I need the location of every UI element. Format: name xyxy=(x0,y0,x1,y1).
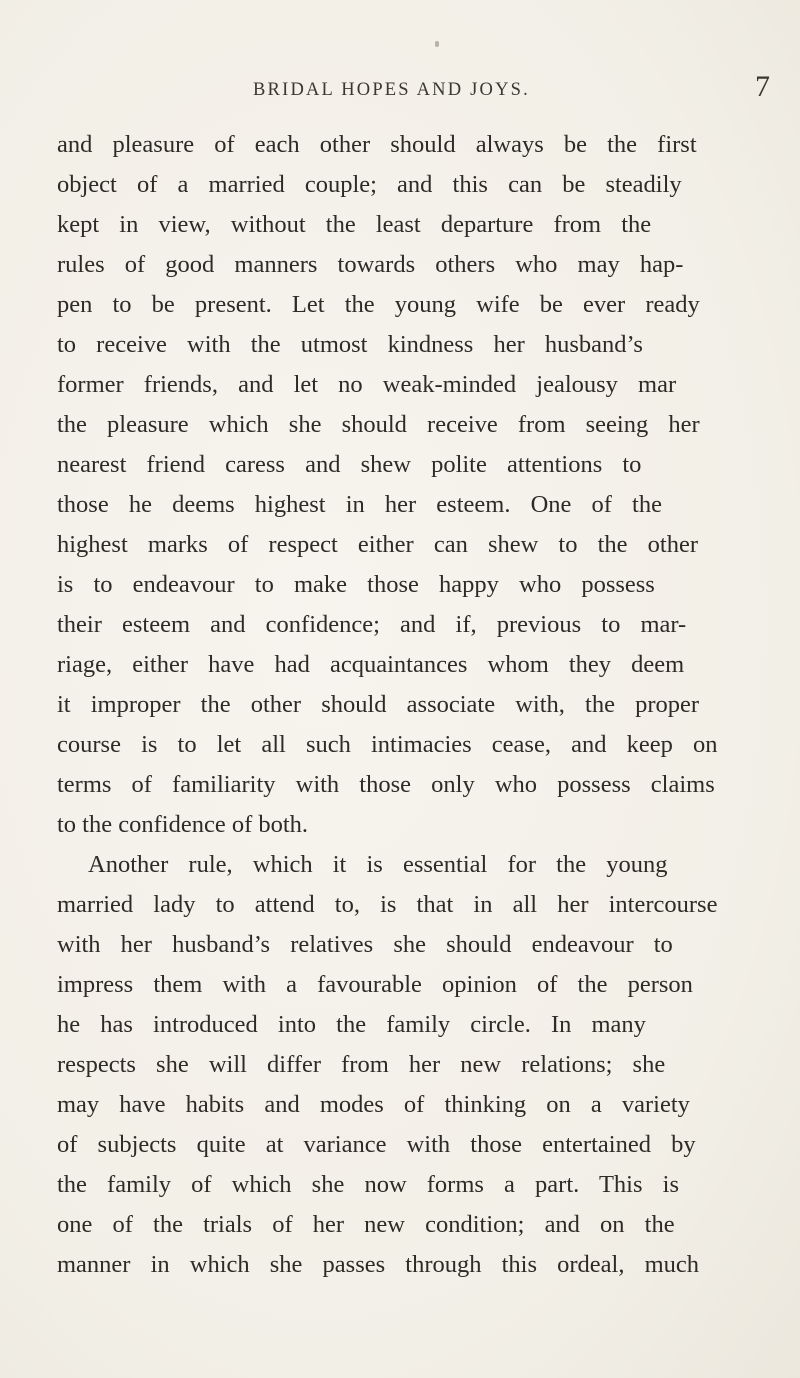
text-line: to receive with the utmost kindness her husband’s xyxy=(57,331,643,358)
text-line: and pleasure of each other should always be the first xyxy=(57,131,697,158)
text-line: object of a married couple; and this can be steadily xyxy=(57,171,682,198)
text-line: it improper the other should associate with, the proper xyxy=(57,691,700,718)
text-line: the family of which she now forms a part. This is xyxy=(57,1171,679,1198)
text-line: riage, either have had acquaintances whom they deem xyxy=(57,651,685,678)
text-line: respects she will differ from her new relations; she xyxy=(57,1051,666,1078)
text-line: course is to let all such intimacies cease, and keep on xyxy=(57,731,718,758)
text-line: manner in which she passes through this ordeal, much xyxy=(57,1251,700,1278)
text-line: to the confidence of both. xyxy=(57,811,309,838)
text-line: impress them with a favourable opinion of the person xyxy=(57,971,693,998)
running-head: BRIDAL HOPES AND JOYS. xyxy=(253,80,530,100)
text-line: may have habits and modes of thinking on a variety xyxy=(57,1091,690,1118)
text-line: highest marks of respect either can shew to the other xyxy=(57,531,699,558)
page-number: 7 xyxy=(755,70,770,103)
text-line: nearest friend caress and shew polite attentions to xyxy=(57,451,642,478)
text-line: terms of familiarity with those only who possess claims xyxy=(57,771,715,798)
text-line: he has introduced into the family circle. In many xyxy=(57,1011,646,1038)
text-line: of subjects quite at variance with those entertained by xyxy=(57,1131,696,1158)
text-line: Another rule, which it is essential for the young xyxy=(88,851,668,878)
text-line: married lady to attend to, is that in all her intercourse xyxy=(57,891,718,918)
text-line: kept in view, without the least departure from the xyxy=(57,211,652,238)
text-line: rules of good manners towards others who may hap- xyxy=(57,251,684,278)
text-line: their esteem and confidence; and if, previous to mar- xyxy=(57,611,687,638)
text-line: is to endeavour to make those happy who possess xyxy=(57,571,655,598)
text-line: the pleasure which she should receive from seeing her xyxy=(57,411,700,438)
text-line: former friends, and let no weak-minded jealousy mar xyxy=(57,371,677,398)
text-line: with her husband’s relatives she should endeavour to xyxy=(57,931,673,958)
text-line: those he deems highest in her esteem. One of the xyxy=(57,491,662,518)
text-line: pen to be present. Let the young wife be ever ready xyxy=(57,291,700,318)
ink-speck xyxy=(435,41,439,47)
text-line: one of the trials of her new condition; and on the xyxy=(57,1211,675,1238)
